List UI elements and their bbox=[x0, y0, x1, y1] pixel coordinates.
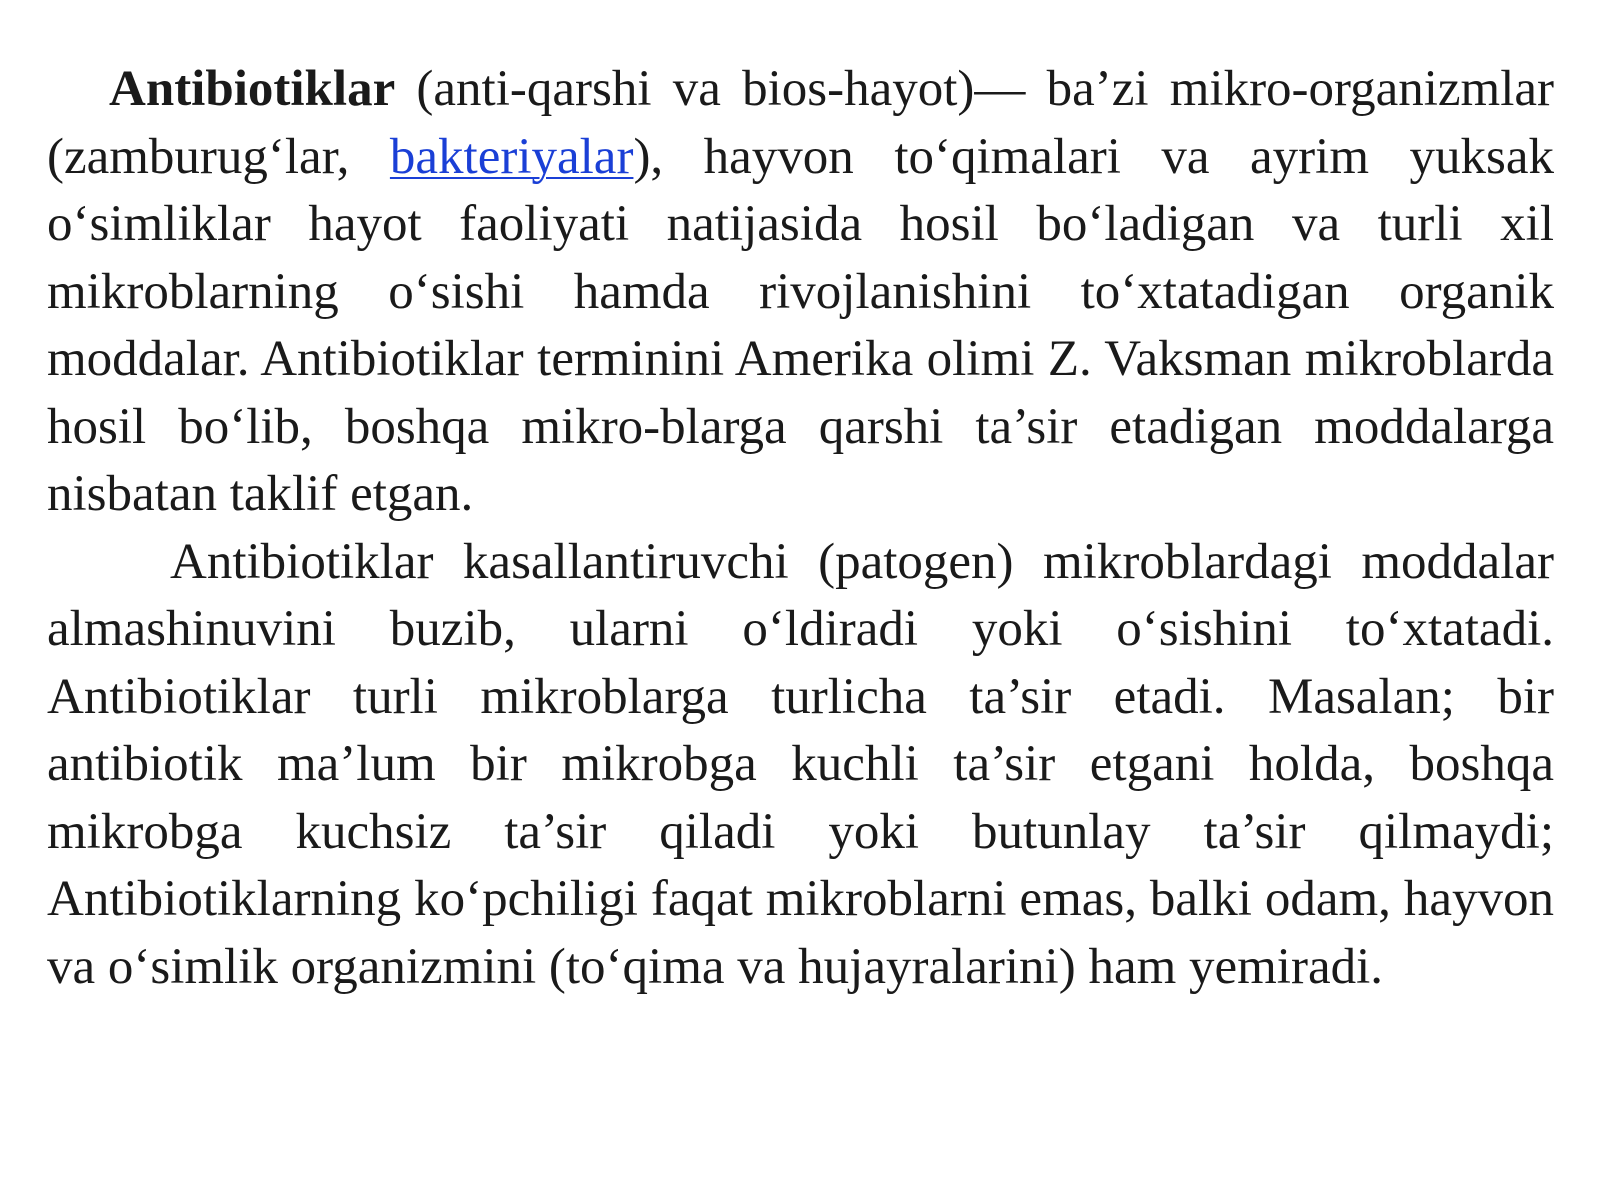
document-body bbox=[47, 56, 1554, 1001]
paragraph-effects: Antibiotiklar kasallantiruvchi (patogen) mikroblardagi moddalar almashinuvini buzib, ularni o‘ldiradi yoki o‘sishini to‘xtatadi. Antibiotiklar turli mikroblarga turlicha ta’sir etadi. Masalan; bir antibiotik ma’lum bir mikrobga kuchli ta’sir etgani holda, boshqa mikrobga kuchsiz ta’sir qiladi yoki butunlay ta’sir qilmaydi; Antibiotiklarning ko‘pchiligi faqat mikroblarni emas, balki odam, hayvon va o‘simlik organizmini (to‘qima va hujayralarini) ham yemiradi. bbox=[47, 533, 1554, 995]
definition-text-start: (anti-qarshi va bios-hayot)— ba’zi mikro-organizmlar (zamburug‘lar, bbox=[47, 61, 1554, 185]
paragraph-definition bbox=[47, 56, 1554, 529]
term-heading: Antibiotiklar bbox=[109, 61, 396, 117]
bakteriyalar-link[interactable]: bakteriyalar bbox=[389, 128, 634, 185]
definition-text-end: ), hayvon to‘qimalari va ayrim yuksak o‘simliklar hayot faoliyati natijasida hosil bo‘ladigan va turli xil mikroblarning o‘sishi hamda rivojlanishini to‘xtatadigan organik moddalar. Antibiotiklar terminini Amerika olimi Z. Vaksman mikroblarda hosil bo‘lib, boshqa mikro-blarga qarshi ta’sir etadigan moddalarga nisbatan taklif etgan. bbox=[47, 128, 1554, 522]
